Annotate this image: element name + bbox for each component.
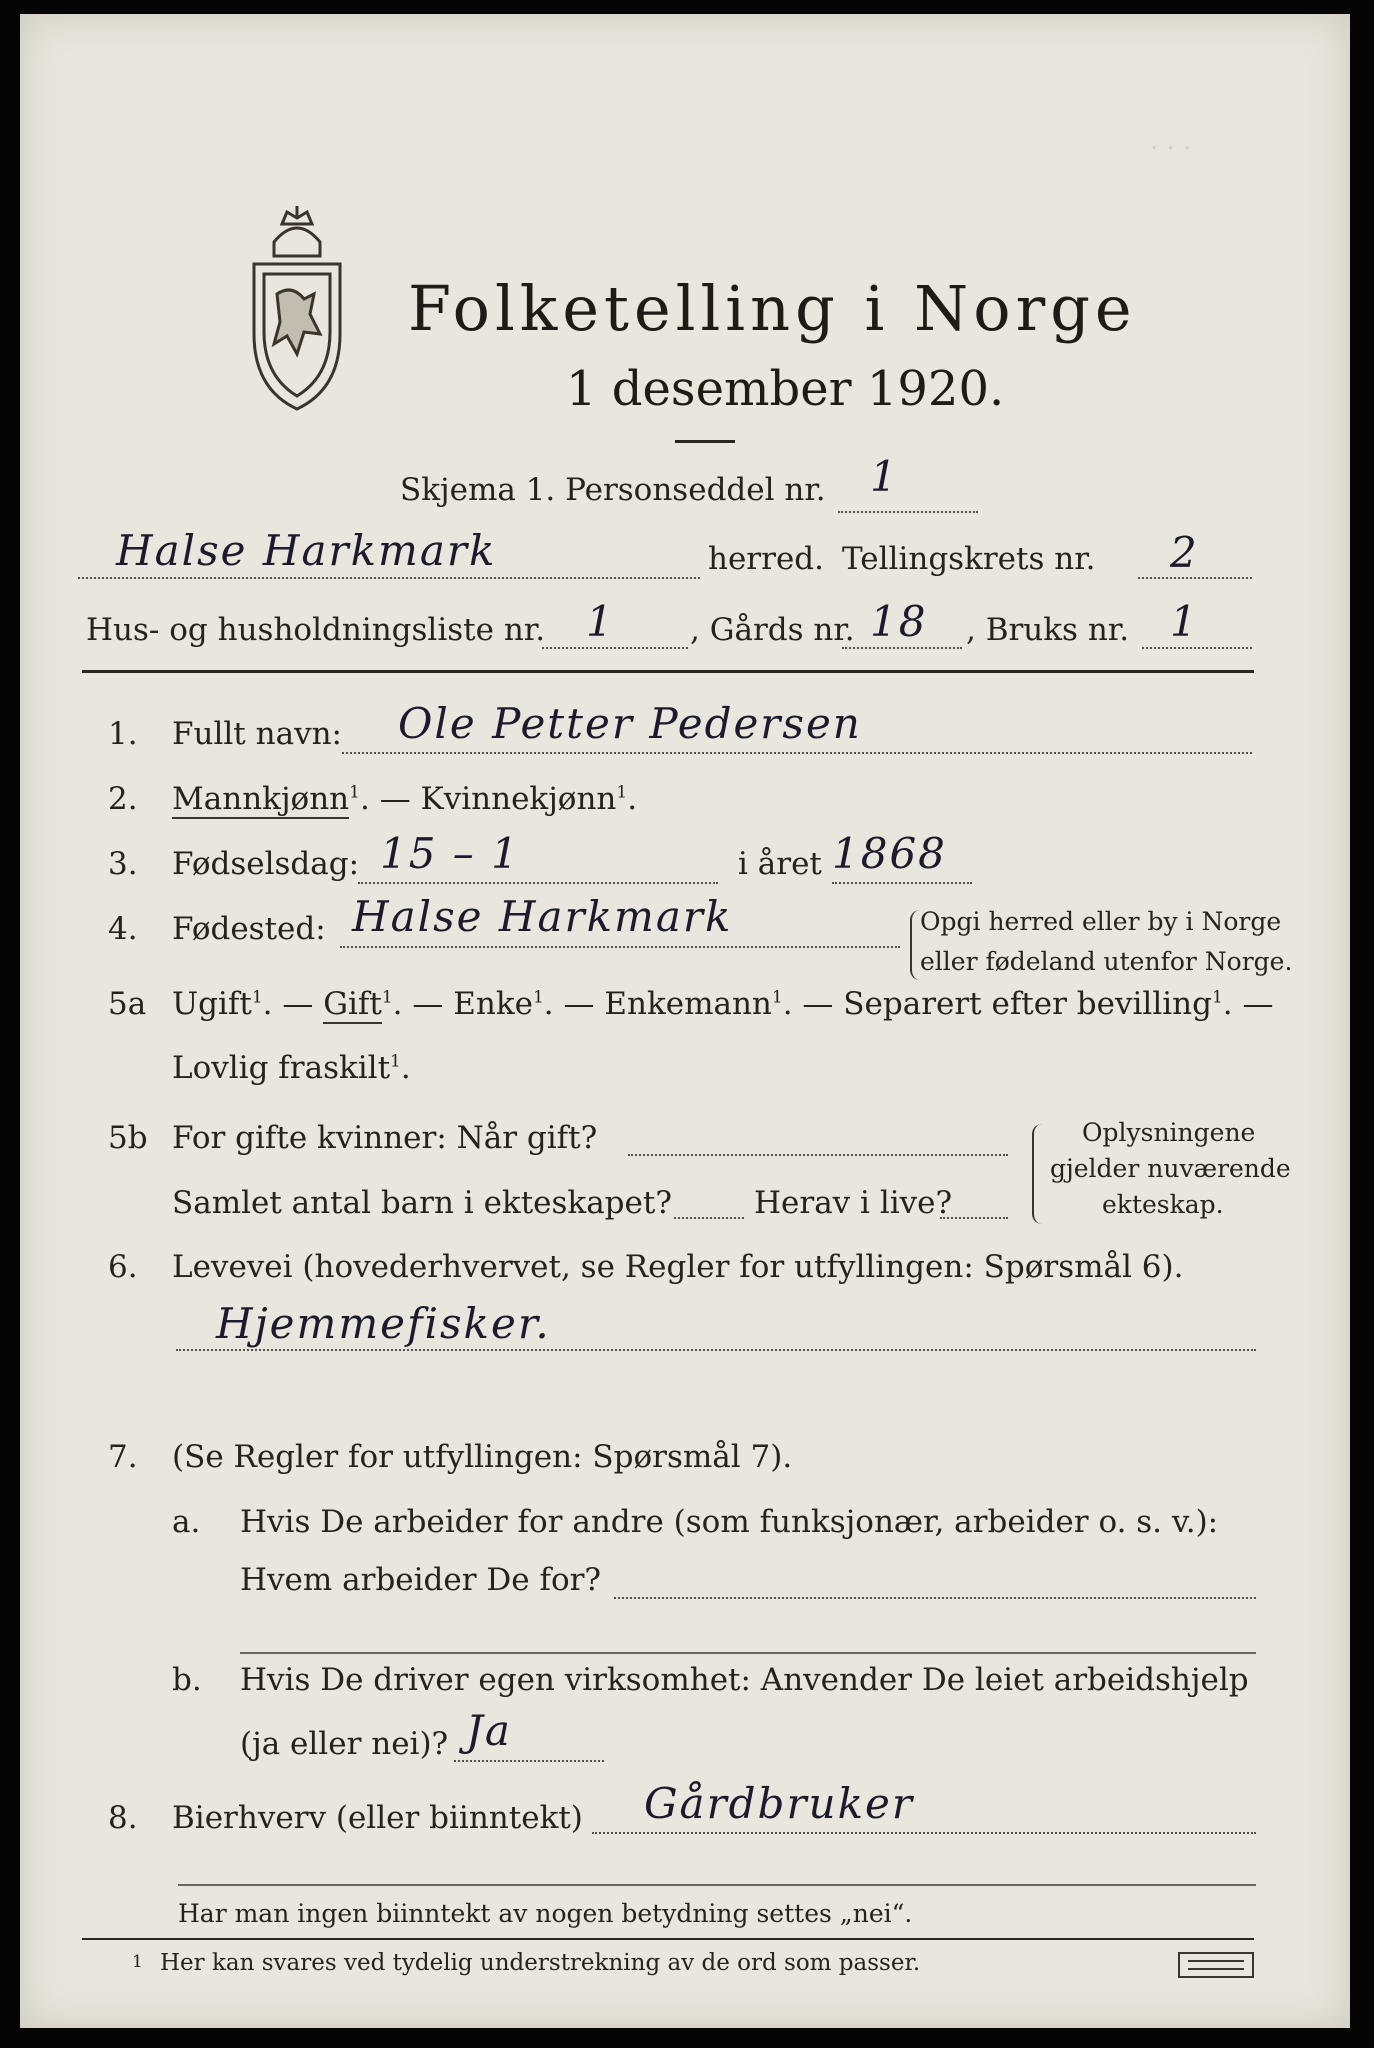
q5b-label-alive: Herav i live?	[754, 1185, 953, 1221]
option-enke[interactable]: Enke	[453, 986, 533, 1022]
q8-line-2[interactable]	[178, 1884, 1256, 1886]
q3-label: Fødselsdag:	[172, 846, 360, 882]
q4-note-line2: eller fødeland utenfor Norge.	[920, 947, 1293, 976]
q6-line	[176, 1349, 1256, 1351]
year-label: i året	[738, 846, 822, 882]
q1-label: Fullt navn:	[172, 716, 342, 752]
q5b-label-children: Samlet antal barn i ekteskapet?	[172, 1185, 672, 1221]
tellingskrets-label: Tellingskrets nr.	[842, 541, 1096, 577]
option-kvinnekjonn[interactable]: Kvinnekjønn	[420, 781, 617, 817]
bruks-value[interactable]: 1	[1170, 597, 1199, 646]
q8-line	[592, 1832, 1256, 1834]
q4-note-line1: Opgi herred eller by i Norge	[920, 907, 1282, 936]
q5a-number: 5a	[108, 986, 147, 1022]
secondary-income-value[interactable]: Gårdbruker	[644, 1779, 914, 1828]
q7-label: (Se Regler for utfyllingen: Spørsmål 7).	[172, 1439, 793, 1475]
q8-number: 8.	[108, 1800, 138, 1836]
q5b-note-line2: gjelder nuværende	[1050, 1154, 1291, 1183]
hus-line	[542, 647, 688, 649]
q6-label: Levevei (hovederhvervet, se Regler for utfyllingen: Spørsmål 6).	[172, 1249, 1184, 1285]
q5b-number: 5b	[108, 1120, 148, 1156]
q2-options: Mannkjønn$^1$. — Kvinnekjønn$^1$.	[172, 781, 638, 817]
option-separert[interactable]: Separert efter bevilling	[843, 986, 1212, 1022]
birthday-value[interactable]: 15 – 1	[380, 829, 520, 878]
hired-help-value[interactable]: Ja	[466, 1706, 512, 1755]
birth-year-value[interactable]: 1868	[832, 829, 947, 878]
q7b-number: b.	[172, 1662, 202, 1698]
q4-number: 4.	[108, 911, 138, 947]
option-lovlig-fraskilt[interactable]: Lovlig fraskilt	[172, 1050, 391, 1086]
option-mannkjonn[interactable]: Mannkjønn	[172, 781, 350, 817]
schema-label: Skjema 1. Personseddel nr.	[400, 472, 826, 508]
personseddel-number[interactable]: 1	[870, 452, 899, 501]
q1-line	[342, 752, 1252, 754]
hus-value[interactable]: 1	[586, 597, 615, 646]
q4-label: Fødested:	[172, 911, 326, 947]
q5b-note-line3: ekteskap.	[1102, 1190, 1224, 1219]
bleed-through-text: · · ·	[1150, 134, 1192, 164]
option-gift[interactable]: Gift	[323, 986, 382, 1022]
q7a-label: Hvis De arbeider for andre (som funksjonær, arbeider o. s. v.):	[240, 1504, 1219, 1540]
bruks-line	[1142, 647, 1252, 649]
option-ugift[interactable]: Ugift	[172, 986, 252, 1022]
q5b-label-when-married: For gifte kvinner: Når gift?	[172, 1120, 598, 1156]
census-form-sheet	[20, 14, 1350, 2028]
q2-number: 2.	[108, 781, 138, 817]
q5a-line2: Lovlig fraskilt$^1$.	[172, 1050, 411, 1086]
full-name-value[interactable]: Ole Petter Pedersen	[398, 699, 862, 748]
q8-label: Bierhverv (eller biinntekt)	[172, 1800, 583, 1836]
q5b-brace	[1032, 1124, 1044, 1224]
option-enkemann[interactable]: Enkemann	[604, 986, 772, 1022]
bruks-label: , Bruks nr.	[966, 612, 1130, 648]
footnote-mark: 1	[132, 1952, 143, 1972]
when-married-line[interactable]	[628, 1154, 1008, 1156]
footnote-text: Her kan svares ved tydelig understrekning av de ord som passer.	[160, 1950, 921, 1976]
footer-rule	[82, 1938, 1254, 1940]
printer-stamp-icon	[1178, 1952, 1254, 1978]
q7b-line	[454, 1760, 604, 1762]
q3-line	[358, 882, 718, 884]
q7a-label2: Hvem arbeider De for?	[240, 1562, 602, 1598]
q3-number: 3.	[108, 846, 138, 882]
herred-label: herred.	[708, 541, 824, 577]
gards-line	[842, 647, 962, 649]
q4-line	[340, 946, 900, 948]
q7b-label2: (ja eller nei)?	[240, 1726, 449, 1762]
personseddel-line	[838, 511, 978, 513]
coat-of-arms-icon	[242, 204, 352, 414]
alive-line[interactable]	[940, 1217, 1008, 1219]
hus-label: Hus- og husholdningsliste nr.	[86, 612, 546, 648]
q8-note: Har man ingen biinntekt av nogen betydning settes „nei“.	[178, 1899, 913, 1928]
q6-number: 6.	[108, 1249, 138, 1285]
year-line	[832, 882, 972, 884]
header-rule	[82, 670, 1254, 673]
children-line[interactable]	[674, 1217, 744, 1219]
form-title: Folketelling i Norge	[408, 272, 1137, 345]
tellingskrets-value[interactable]: 2	[1170, 528, 1199, 577]
herred-value[interactable]: Halse Harkmark	[116, 526, 497, 575]
herred-line	[78, 577, 700, 579]
employer-line-2[interactable]	[240, 1652, 1256, 1654]
census-date: 1 desember 1920.	[566, 361, 1005, 417]
q7-number: 7.	[108, 1439, 138, 1475]
q7a-number: a.	[172, 1504, 201, 1540]
gards-value[interactable]: 18	[870, 597, 928, 646]
tellingskrets-line	[1138, 577, 1252, 579]
employer-line[interactable]	[614, 1597, 1256, 1599]
q5a-options: Ugift$^1$. — Gift$^1$. — Enke$^1$. — Enkemann$^1$. — Separert efter bevilling$^1$. —	[172, 986, 1274, 1022]
gards-label: , Gårds nr.	[690, 612, 855, 648]
occupation-value[interactable]: Hjemmefisker.	[216, 1299, 551, 1348]
q7b-label: Hvis De driver egen virksomhet: Anvender De leiet arbeidshjelp	[240, 1662, 1249, 1698]
q5b-note-line1: Oplysningene	[1082, 1118, 1256, 1147]
q1-number: 1.	[108, 716, 138, 752]
birthplace-value[interactable]: Halse Harkmark	[352, 892, 733, 941]
title-divider	[675, 440, 735, 443]
